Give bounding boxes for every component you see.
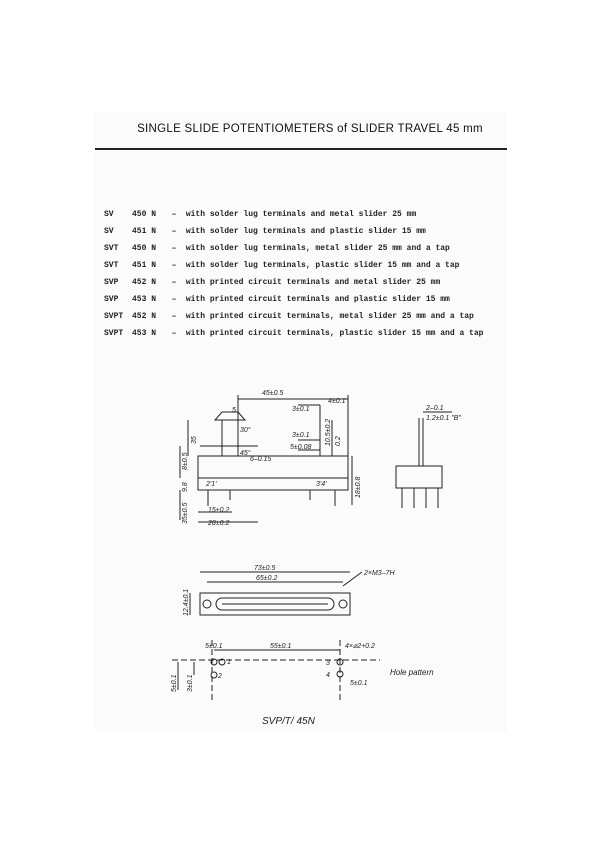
dim-label: 73±0.5 bbox=[254, 565, 276, 572]
dim-label: 3'4' bbox=[316, 481, 327, 488]
model-description: with solder lug terminals, metal slider 25 mm and a tap bbox=[185, 244, 450, 253]
dim-label: 15±0.2 bbox=[208, 507, 230, 514]
model-series: SVPT bbox=[104, 329, 124, 338]
dim-label: 65±0.2 bbox=[256, 575, 278, 582]
dim-label: 2'1' bbox=[206, 481, 217, 488]
dim-label: 28±0.2 bbox=[208, 520, 230, 527]
dim-label: 10.5±0.2 bbox=[325, 418, 332, 446]
model-number: 451 N bbox=[132, 261, 157, 270]
dim-label: 12.4±0.1 bbox=[183, 588, 190, 616]
model-dash: – bbox=[171, 244, 177, 253]
model-series: SVP bbox=[104, 278, 119, 287]
dim-label: 3±0.1 bbox=[187, 674, 194, 692]
model-number: 450 N bbox=[132, 244, 157, 253]
model-dash: – bbox=[171, 227, 177, 236]
model-number: 452 N bbox=[132, 278, 157, 287]
dim-label: 18±0.8 bbox=[355, 476, 362, 498]
dim-label: 4±0.1 bbox=[328, 398, 346, 405]
dim-label: 45° bbox=[240, 450, 251, 457]
slider-knob bbox=[222, 420, 238, 456]
pin-label: 4 bbox=[326, 672, 330, 679]
dim-label: 8±0.5 bbox=[182, 452, 189, 470]
mounting-hole bbox=[203, 600, 211, 608]
pin-label: 1 bbox=[227, 659, 231, 666]
model-description: with printed circuit terminals and plastic slider 15 mm bbox=[185, 295, 450, 304]
model-number: 452 N bbox=[132, 312, 157, 321]
dim-label: 9.8 bbox=[182, 482, 189, 492]
model-number: 451 N bbox=[132, 227, 157, 236]
model-series: SVP bbox=[104, 295, 119, 304]
dim-label: 5 bbox=[232, 407, 236, 414]
pin-label: 3 bbox=[326, 660, 330, 667]
model-description: with solder lug terminals and metal slider 25 mm bbox=[185, 210, 417, 219]
hole-pattern-label: Hole pattern bbox=[390, 668, 434, 677]
model-description: with printed circuit terminals, metal slider 25 mm and a tap bbox=[185, 312, 474, 321]
dim-label: 5±0.08 bbox=[290, 444, 312, 451]
dim-label: 2–0.1 bbox=[426, 405, 444, 412]
dim-label: 5±0.1 bbox=[171, 674, 178, 692]
dim-label: 3±0.1 bbox=[292, 432, 310, 439]
model-dash: – bbox=[171, 261, 177, 270]
dim-label: 1.2±0.1 "B" bbox=[426, 415, 461, 422]
model-number: 450 N bbox=[132, 210, 157, 219]
pcb-hole bbox=[211, 672, 217, 678]
page-title: SINGLE SLIDE POTENTIOMETERS of SLIDER TRAVEL 45 mm bbox=[137, 123, 483, 135]
model-dash: – bbox=[171, 329, 177, 338]
model-series: SV bbox=[104, 227, 114, 236]
mounting-hole bbox=[339, 600, 347, 608]
model-series: SV bbox=[104, 210, 114, 219]
dim-label: 35 bbox=[191, 436, 198, 444]
model-description: with solder lug terminals and plastic slider 15 mm bbox=[185, 227, 426, 236]
model-number: 453 N bbox=[132, 329, 157, 338]
model-description: with printed circuit terminals, plastic slider 15 mm and a tap bbox=[185, 329, 484, 338]
model-dash: – bbox=[171, 295, 177, 304]
model-dash: – bbox=[171, 312, 177, 321]
dim-label: 3±0.1 bbox=[292, 406, 310, 413]
side-view-body bbox=[198, 456, 348, 478]
model-description: with printed circuit terminals and metal slider 25 mm bbox=[185, 278, 441, 287]
model-description: with solder lug terminals, plastic slider 15 mm and a tap bbox=[185, 261, 460, 270]
dim-label: 5±0.1 bbox=[350, 680, 368, 687]
dim-label: 35±0.5 bbox=[182, 502, 189, 524]
dim-label: 2×M3–7H bbox=[364, 570, 395, 577]
dim-label: 30° bbox=[240, 427, 251, 434]
dim-label: 5±0.1 bbox=[205, 643, 223, 650]
figure-caption: SVP/T/ 45N bbox=[262, 716, 315, 727]
end-view-body bbox=[396, 466, 442, 488]
dim-label: 45±0.5 bbox=[262, 390, 284, 397]
model-series: SVT bbox=[104, 244, 119, 253]
dim-label: 4×⌀2+0.2 bbox=[345, 643, 375, 650]
pin-label: 2 bbox=[218, 673, 222, 680]
model-series: SVPT bbox=[104, 312, 124, 321]
dim-label: 0.2 bbox=[335, 436, 342, 446]
model-dash: – bbox=[171, 278, 177, 287]
model-series: SVT bbox=[104, 261, 119, 270]
model-dash: – bbox=[171, 210, 177, 219]
dim-label: 6–0.15 bbox=[250, 456, 272, 463]
dim-label: 55±0.1 bbox=[270, 643, 292, 650]
model-number: 453 N bbox=[132, 295, 157, 304]
